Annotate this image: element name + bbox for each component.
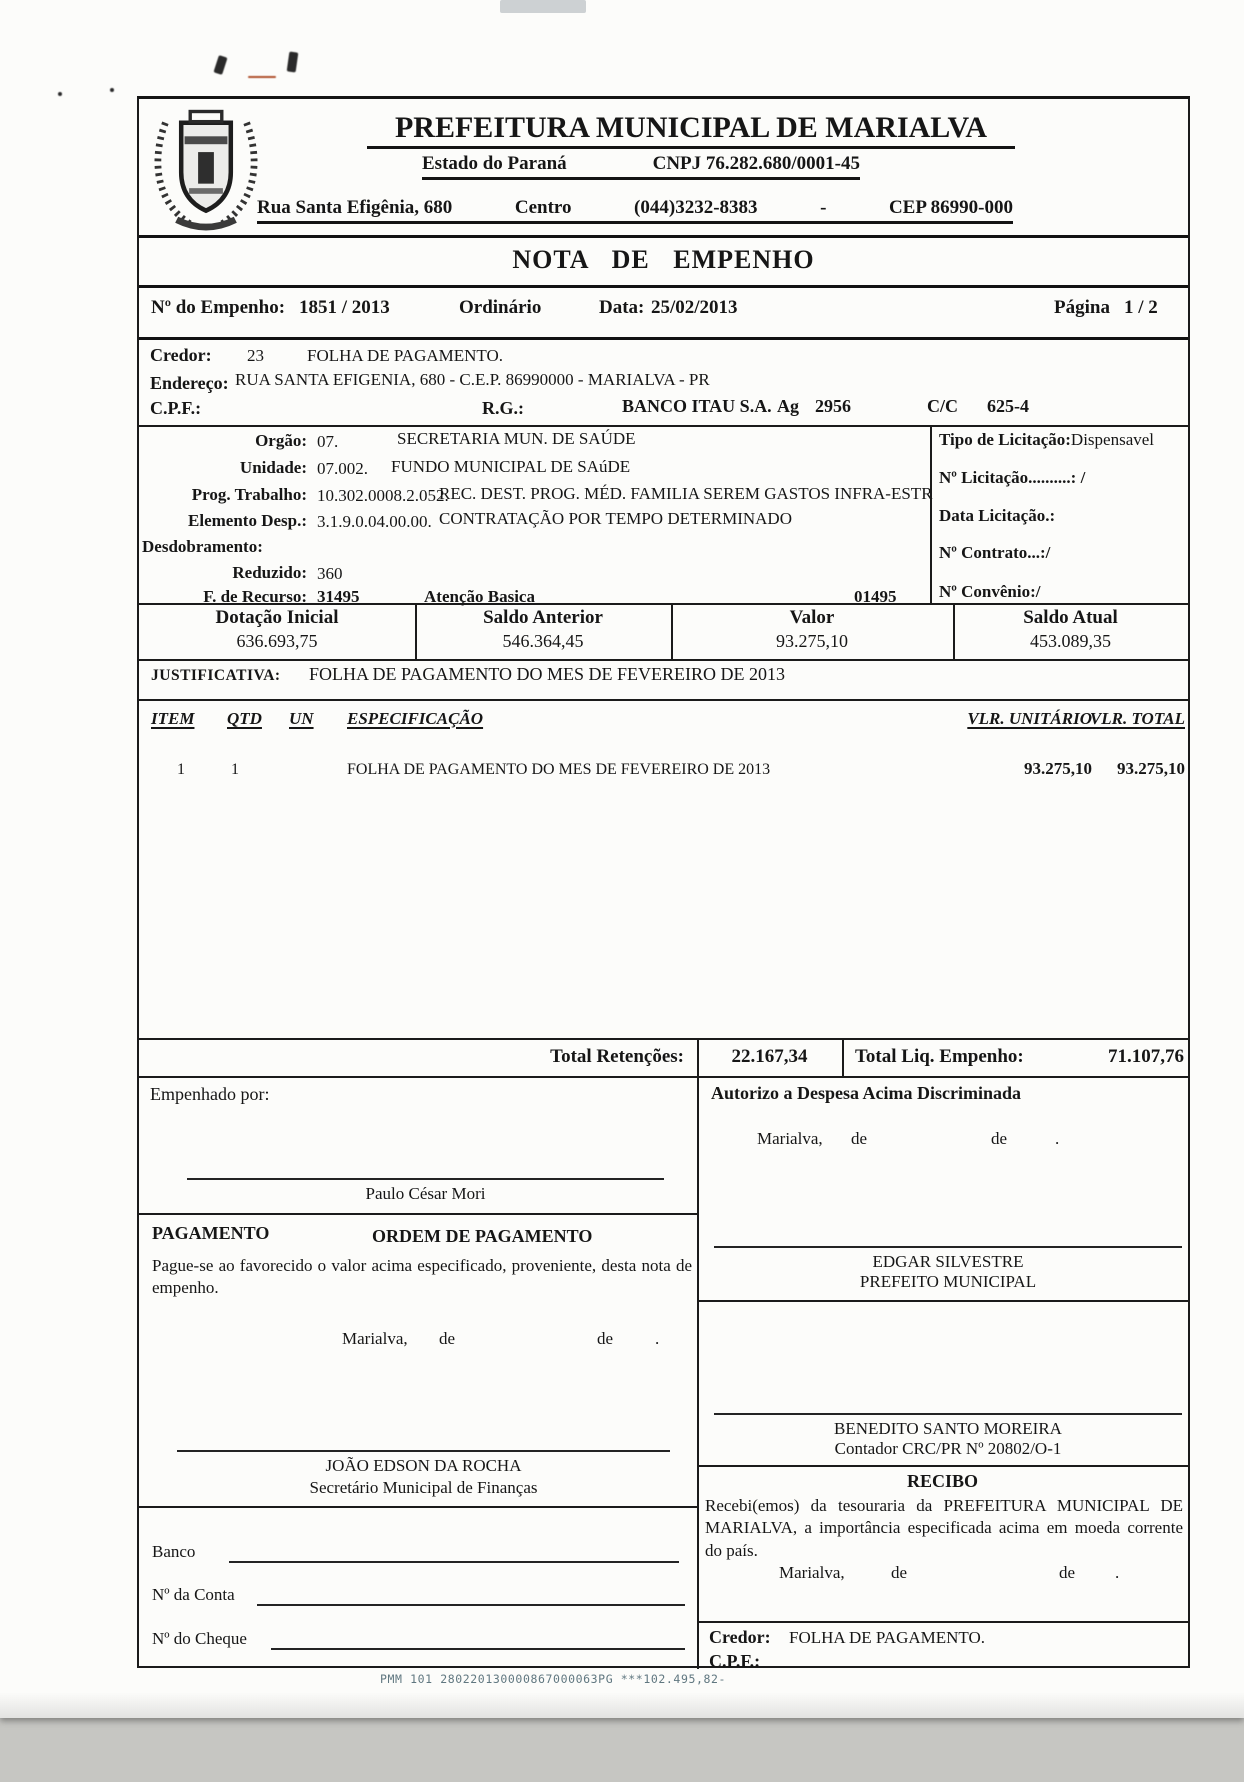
saldo-anterior-value: 546.364,45 <box>502 631 584 651</box>
ordem-pagamento-title: ORDEM DE PAGAMENTO <box>372 1226 593 1246</box>
num-convenio-line: Nº Convênio:/ <box>939 582 1041 601</box>
pagamento-city: Marialva, <box>342 1329 408 1348</box>
contador-signer-role: Contador CRC/PR Nº 20802/O-1 <box>834 1439 1062 1458</box>
fonte-recurso-desc: Atenção Basica <box>424 587 535 606</box>
unidade-code: 07.002. <box>317 459 368 478</box>
cnpj-value: CNPJ 76.282.680/0001-45 <box>652 153 860 174</box>
signature-line <box>187 1178 664 1180</box>
fonte-recurso-extra: 01495 <box>854 587 897 606</box>
items-header-total: VLR. TOTAL <box>1089 709 1185 728</box>
recibo-city: Marialva, <box>779 1563 845 1582</box>
desdobramento-label: Desdobramento: <box>142 537 263 556</box>
reduzido-code: 360 <box>317 564 343 583</box>
orgao-code: 07. <box>317 432 339 451</box>
pagamento-dot: . <box>655 1329 660 1348</box>
contador-signer-name: BENEDITO SANTO MOREIRA <box>834 1419 1062 1438</box>
saldo-atual-header: Saldo Atual <box>1023 607 1118 628</box>
autorizo-title: Autorizo a Despesa Acima Discriminada <box>711 1083 1021 1103</box>
item-qtd: 1 <box>231 761 239 778</box>
fonte-recurso-label: F. de Recurso: <box>203 587 307 606</box>
total-liquido-value: 71.107,76 <box>1108 1046 1184 1067</box>
prog-trabalho-code: 10.302.0008.2.052. <box>317 486 449 505</box>
orgao-desc: SECRETARIA MUN. DE SAÚDE <box>397 429 636 448</box>
coat-of-arms-logo <box>149 107 263 231</box>
nota-de-empenho-form <box>137 96 1190 1671</box>
cpf-label: C.P.F.: <box>150 398 202 418</box>
bank-name: BANCO ITAU S.A. <box>622 396 772 416</box>
justificativa-text: FOLHA DE PAGAMENTO DO MES DE FEVEREIRO DE 2013 <box>309 664 786 684</box>
pagamento-de-2: de <box>597 1329 614 1348</box>
creditor-label: Credor: <box>150 345 212 365</box>
cep-text: CEP 86990-000 <box>888 197 1013 218</box>
empenho-number-value: 1851 / 2013 <box>299 297 390 318</box>
account-label: C/C <box>927 396 958 416</box>
item-unit-value: 93.275,10 <box>1024 759 1092 778</box>
dotacao-inicial-header: Dotação Inicial <box>215 607 339 628</box>
financas-signer-role: Secretário Municipal de Finanças <box>309 1478 538 1497</box>
autorizo-city: Marialva, <box>757 1129 823 1148</box>
tipo-licitacao-label: Tipo de Licitação: <box>939 430 1071 449</box>
items-header-un: UN <box>289 709 314 728</box>
item-espec: FOLHA DE PAGAMENTO DO MES DE FEVEREIRO DE 2013 <box>347 761 771 778</box>
creditor-code: 23 <box>247 346 264 365</box>
dotacao-inicial-value: 636.693,75 <box>236 631 318 651</box>
pen-marks <box>248 76 276 78</box>
autorizo-dot: . <box>1055 1129 1060 1148</box>
prog-trabalho-desc: REC. DEST. PROG. MÉD. FAMILIA SEREM GASTOS INFRA-ESTR <box>439 484 933 503</box>
state-cnpj-line <box>422 153 860 180</box>
num-contrato-line: Nº Contrato...:/ <box>939 543 1051 562</box>
recibo-de-1: de <box>891 1563 908 1582</box>
conta-field-label: Nº da Conta <box>152 1585 235 1604</box>
prefeito-signer-name: EDGAR SILVESTRE <box>872 1252 1024 1271</box>
item-total-value: 93.275,10 <box>1117 759 1185 778</box>
address-line <box>257 197 1013 224</box>
municipality-title: PREFEITURA MUNICIPAL DE MARIALVA <box>367 111 1015 149</box>
date-label: Data: <box>599 297 645 318</box>
total-retencoes-label: Total Retenções: <box>550 1046 684 1067</box>
creditor-address-label: Endereço: <box>150 373 229 393</box>
creditor-address-value: RUA SANTA EFIGENIA, 680 - C.E.P. 86990000 - MARIALVA - PR <box>235 370 710 389</box>
financas-signer-name: JOÃO EDSON DA ROCHA <box>325 1456 522 1475</box>
banco-field-line <box>229 1561 679 1563</box>
scan-dot <box>58 92 62 96</box>
unidade-label: Unidade: <box>239 458 307 477</box>
signature-line <box>177 1450 670 1452</box>
cheque-field-label: Nº do Cheque <box>152 1629 247 1648</box>
cheque-field-line <box>271 1648 685 1650</box>
agency-label: Ag <box>777 396 799 416</box>
saldo-atual-value: 453.089,35 <box>1030 631 1111 651</box>
account-value: 625-4 <box>987 396 1029 416</box>
banco-field-label: Banco <box>152 1542 196 1561</box>
pagamento-de-1: de <box>439 1329 456 1348</box>
items-header-item: ITEM <box>151 709 195 728</box>
footer-credor-value: FOLHA DE PAGAMENTO. <box>789 1628 985 1647</box>
footer-cpf-label: C.P.F.: <box>709 1651 761 1671</box>
unidade-desc: FUNDO MUNICIPAL DE SAúDE <box>391 457 631 476</box>
pagamento-body-text: Pague-se ao favorecido o valor acima especificado, proveniente, desta nota de empenho. <box>152 1256 692 1298</box>
agency-value: 2956 <box>815 396 851 416</box>
date-value: 25/02/2013 <box>651 297 738 318</box>
recibo-title: RECIBO <box>906 1471 978 1491</box>
reduzido-label: Reduzido: <box>232 563 307 582</box>
data-licitacao-line: Data Licitação.: <box>939 506 1056 525</box>
recibo-body-text: Recebi(emos) da tesouraria da PREFEITURA MUNICIPAL DE MARIALVA, a importância especificada acima em moeda corrente do país. <box>705 1496 1183 1560</box>
autorizo-de-1: de <box>851 1129 868 1148</box>
total-retencoes-value: 22.167,34 <box>731 1046 808 1067</box>
scan-smudge <box>500 0 586 13</box>
district-text: Centro <box>514 197 572 218</box>
state-label: Estado do Paraná <box>422 153 567 174</box>
scan-dot <box>110 88 114 92</box>
recibo-de-2: de <box>1059 1563 1076 1582</box>
empenho-type: Ordinário <box>459 297 542 318</box>
signature-line <box>714 1413 1182 1415</box>
tipo-licitacao-value: Dispensavel <box>1070 430 1155 449</box>
pagamento-title: PAGAMENTO <box>152 1223 270 1243</box>
document-title: NOTA DE EMPENHO <box>512 245 815 274</box>
elemento-desp-desc: CONTRATAÇÃO POR TEMPO DETERMINADO <box>439 509 792 528</box>
prog-trabalho-label: Prog. Trabalho: <box>191 485 307 504</box>
fonte-recurso-code: 31495 <box>317 587 360 606</box>
creditor-name: FOLHA DE PAGAMENTO. <box>307 346 503 365</box>
prefeito-signer-role: PREFEITO MUNICIPAL <box>859 1272 1037 1291</box>
empenhado-signer-name: Paulo César Mori <box>365 1184 486 1203</box>
elemento-desp-code: 3.1.9.0.04.00.00. <box>317 512 432 531</box>
justificativa-label: JUSTIFICATIVA: <box>151 667 281 684</box>
page-value: 1 / 2 <box>1124 297 1158 318</box>
total-liquido-label: Total Liq. Empenho: <box>855 1046 1024 1067</box>
items-header-unit: VLR. UNITÁRIO <box>967 709 1092 728</box>
items-header-qtd: QTD <box>227 709 262 728</box>
elemento-desp-label: Elemento Desp.: <box>188 511 307 530</box>
machine-validation-line: PMM 101 280220130000867000063PG ***102.495,82- <box>380 1672 727 1686</box>
recibo-dot: . <box>1115 1563 1120 1582</box>
pen-marks <box>287 51 299 72</box>
items-header-espec: ESPECIFICAÇÃO <box>347 709 484 728</box>
tipo-licitacao-line <box>939 430 1154 450</box>
conta-field-line <box>257 1604 685 1606</box>
dash-text: - <box>820 197 827 218</box>
orgao-label: Orgão: <box>255 431 307 450</box>
empenho-number-label: Nº do Empenho: <box>151 297 286 318</box>
signature-line <box>714 1246 1182 1248</box>
footer-credor-label: Credor: <box>709 1627 771 1647</box>
autorizo-de-2: de <box>991 1129 1008 1148</box>
phone-text: (044)3232-8383 <box>634 197 758 218</box>
street-text: Rua Santa Efigênia, 680 <box>257 197 453 218</box>
num-licitacao-line: Nº Licitação..........: / <box>939 468 1086 487</box>
pen-marks <box>213 55 227 75</box>
empenhado-por-label: Empenhado por: <box>150 1084 270 1104</box>
valor-value: 93.275,10 <box>776 631 848 651</box>
item-number: 1 <box>177 761 185 778</box>
page-label: Página <box>1054 297 1110 318</box>
saldo-anterior-header: Saldo Anterior <box>483 607 603 628</box>
valor-header: Valor <box>789 607 835 628</box>
rg-label: R.G.: <box>482 398 524 418</box>
